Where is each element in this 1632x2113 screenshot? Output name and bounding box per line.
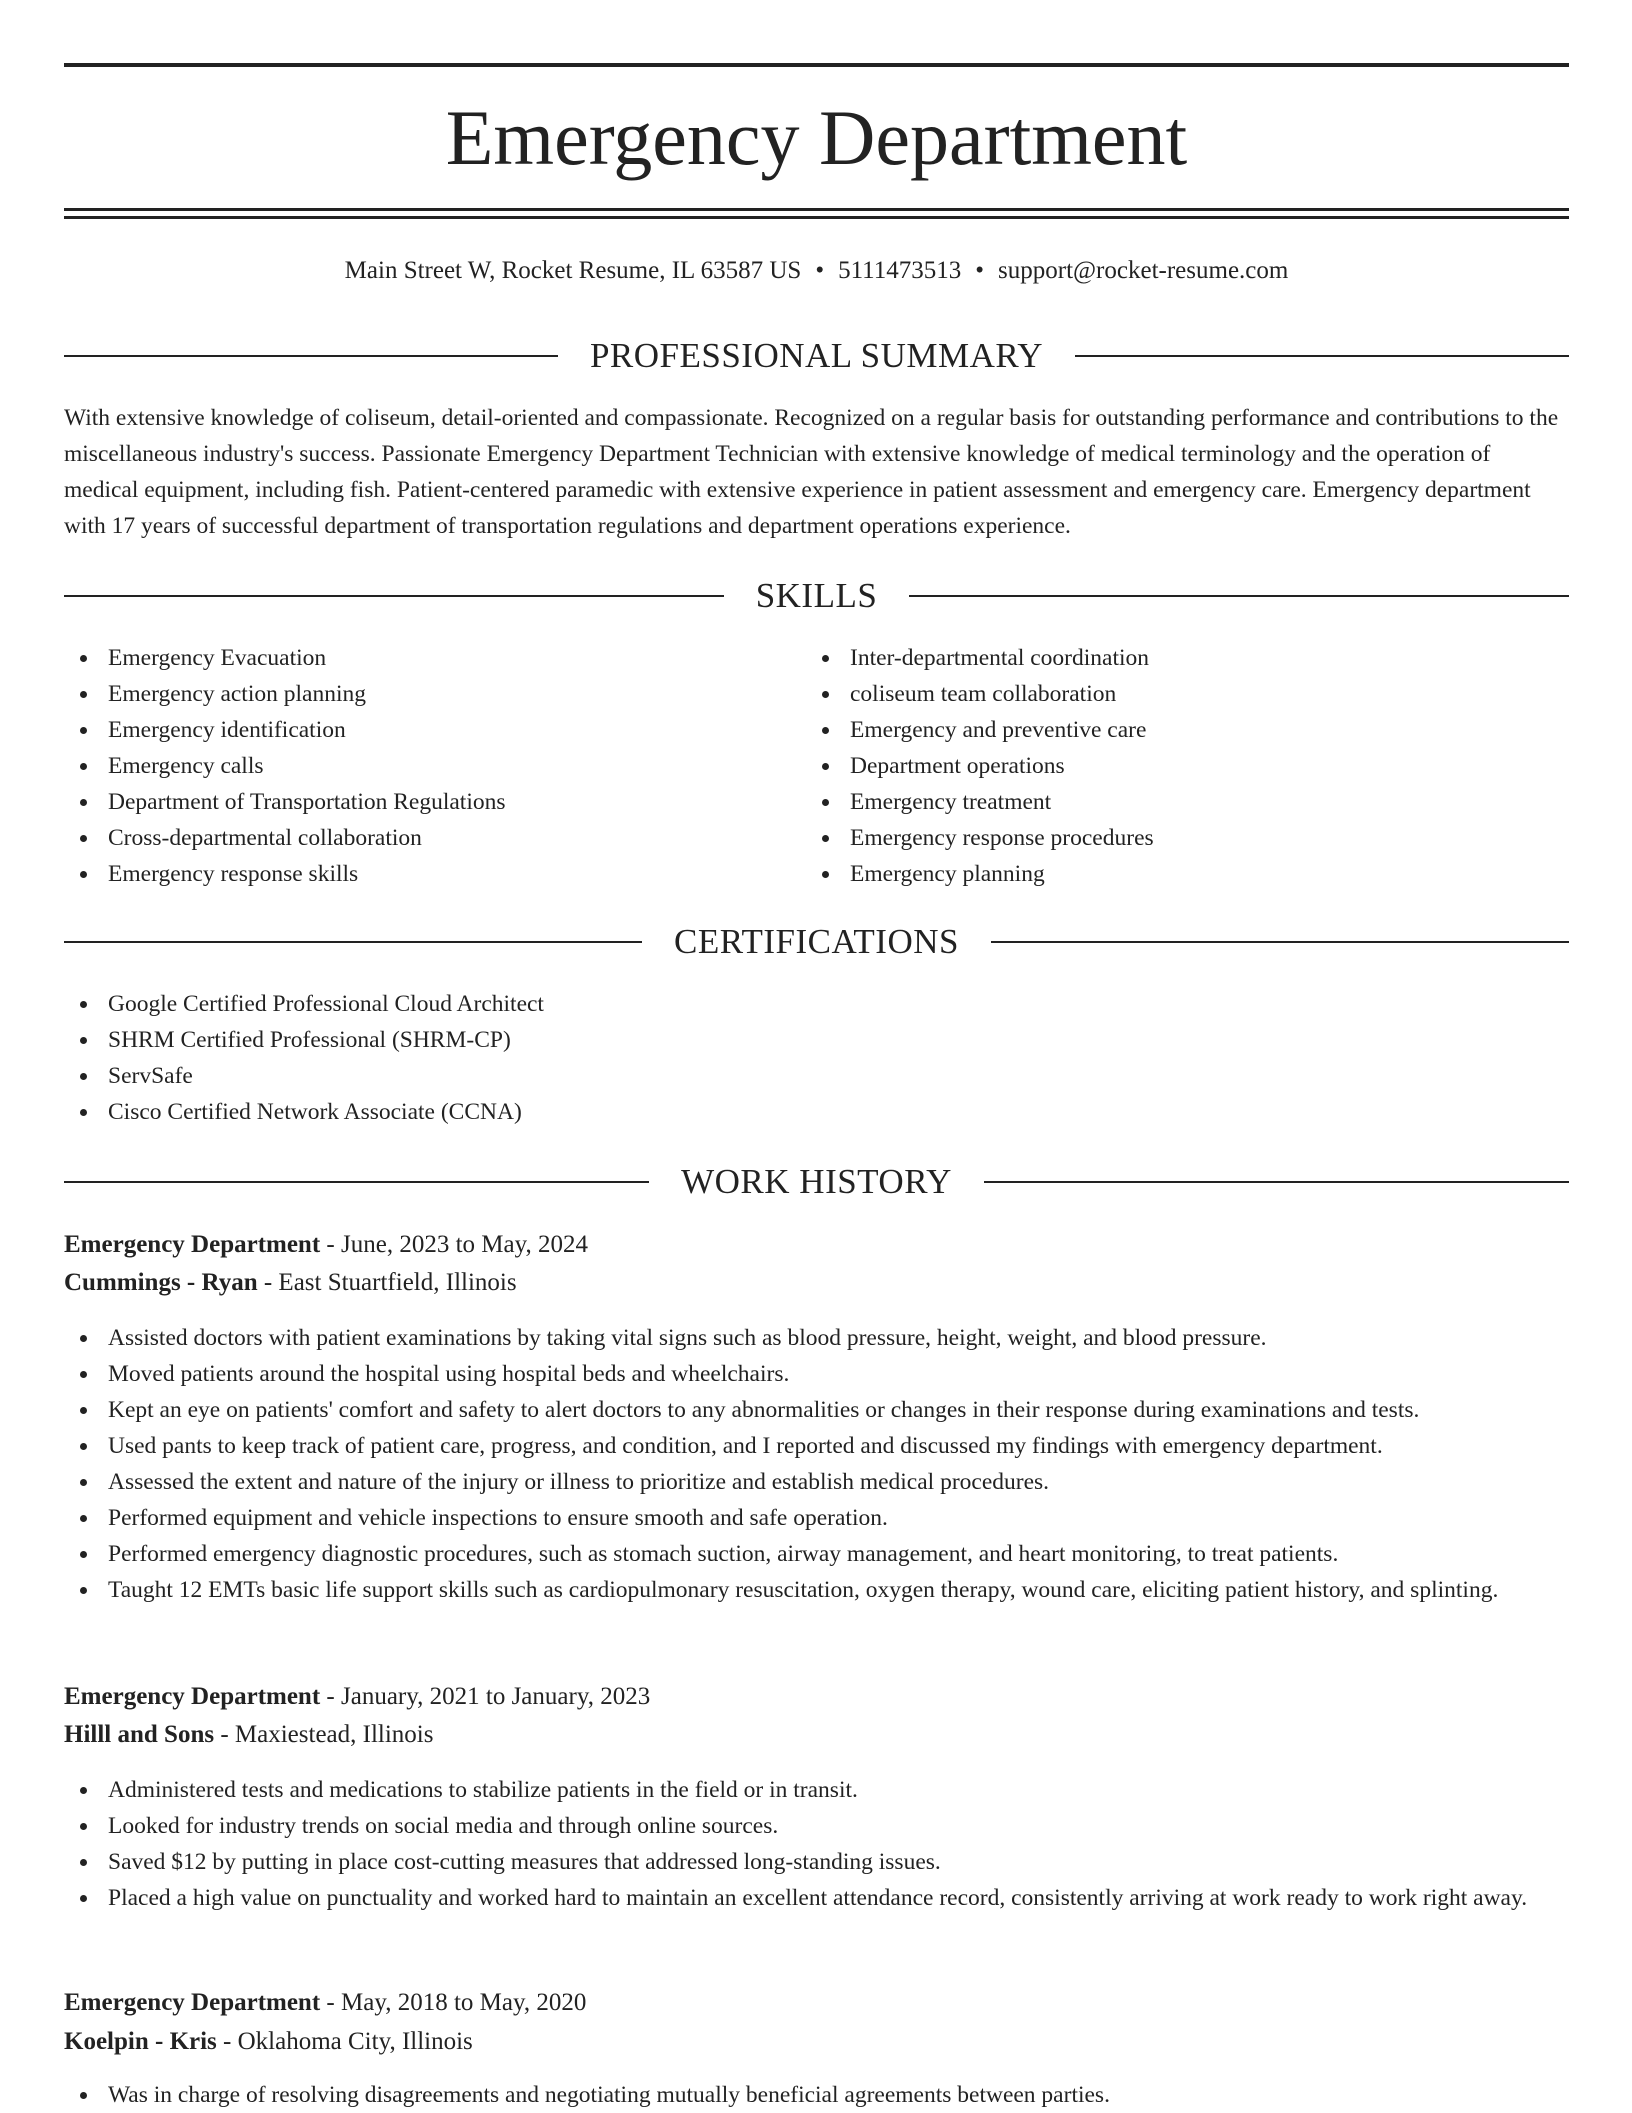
job-dates: - January, 2021 to January, 2023 [320, 1683, 651, 1710]
skill-item: Cross-departmental collaboration [64, 820, 804, 856]
skills-list-right [806, 640, 1566, 892]
skill-item: Emergency response procedures [806, 820, 1566, 856]
job-bullet: Performed emergency diagnostic procedures, such as stomach suction, airway management, and heart monitoring, to treat patients. [64, 1536, 1569, 1572]
job-bullet: Kept an eye on patients' comfort and safety to alert doctors to any abnormalities or changes in their response during examinations and tests. [64, 1392, 1569, 1428]
contact-separator: • [975, 257, 985, 284]
job-employer: Koelpin - Kris [64, 2028, 217, 2055]
skills-heading [64, 574, 1569, 618]
job-title: Emergency Department [64, 1231, 321, 1258]
skill-item: Emergency action planning [64, 676, 804, 712]
heading-rule-right [909, 595, 1569, 597]
work-history-title: WORK HISTORY [681, 1162, 952, 1201]
job-bullet: Performed equipment and vehicle inspections to ensure smooth and safe operation. [64, 1500, 1569, 1536]
job-location: - Oklahoma City, Illinois [216, 2028, 473, 2055]
job-bullets [64, 2077, 1569, 2113]
job-location: - East Stuartfield, Illinois [257, 1269, 517, 1296]
skill-item: Emergency Evacuation [64, 640, 804, 676]
skill-item: Inter-departmental coordination [806, 640, 1566, 676]
contact-address: Main Street W, Rocket Resume, IL 63587 US [344, 257, 802, 284]
job-location: - Maxiestead, Illinois [214, 1721, 434, 1748]
job-bullet: Used pants to keep track of patient care, progress, and condition, and I reported and discussed my findings with emergency department. [64, 1428, 1569, 1464]
skill-item: Department of Transportation Regulations [64, 784, 804, 820]
skill-item: Emergency and preventive care [806, 712, 1566, 748]
skill-item: Emergency calls [64, 748, 804, 784]
job-employer-line [64, 1265, 1569, 1301]
job-bullet: Assessed the extent and nature of the injury or illness to prioritize and establish medical procedures. [64, 1464, 1569, 1500]
job-employer: Cummings - Ryan [64, 1269, 258, 1296]
heading-rule-right [991, 941, 1569, 943]
candidate-name: Emergency Department [445, 94, 1188, 181]
header-double-rule [64, 208, 1569, 219]
skill-item: Department operations [806, 748, 1566, 784]
certifications-list [64, 986, 1569, 1130]
certification-item: ServSafe [64, 1058, 1569, 1094]
contact-email: support@rocket-resume.com [998, 257, 1289, 284]
job-bullet: Looked for industry trends on social media and through online sources. [64, 1808, 1569, 1844]
job-bullet: Taught 12 EMTs basic life support skills such as cardiopulmonary resuscitation, oxygen therapy, wound care, eliciting patient history, and splinting. [64, 1572, 1569, 1608]
heading-rule-left [64, 941, 642, 943]
job-bullet: Placed a high value on punctuality and worked hard to maintain an excellent attendance record, consistently arriving at work ready to work right away. [64, 1880, 1569, 1916]
contact-separator: • [815, 257, 825, 284]
job-title: Emergency Department [64, 1989, 321, 2016]
certifications-title: CERTIFICATIONS [674, 922, 959, 961]
job-bullet: Was in charge of resolving disagreements and negotiating mutually beneficial agreements between parties. [64, 2077, 1569, 2113]
job-dates: - May, 2018 to May, 2020 [320, 1989, 587, 2016]
skill-item: Emergency treatment [806, 784, 1566, 820]
job-title-line [64, 1227, 1569, 1263]
skill-item: Emergency identification [64, 712, 804, 748]
heading-rule-right [1075, 355, 1569, 357]
summary-heading [64, 334, 1569, 378]
contact-phone: 5111473513 [838, 257, 962, 284]
skill-item: Emergency planning [806, 856, 1566, 892]
header-top-rule [64, 63, 1569, 67]
certification-item: Cisco Certified Network Associate (CCNA) [64, 1094, 1569, 1130]
work-history-heading [64, 1160, 1569, 1204]
certification-item: SHRM Certified Professional (SHRM-CP) [64, 1022, 1569, 1058]
job-bullet: Moved patients around the hospital using hospital beds and wheelchairs. [64, 1356, 1569, 1392]
job-employer-line [64, 1717, 1569, 1753]
heading-rule-right [984, 1181, 1569, 1183]
job-employer: Hilll and Sons [64, 1721, 215, 1748]
job-title-line [64, 1985, 1569, 2021]
skills-title: SKILLS [755, 576, 878, 615]
skill-item: coliseum team collaboration [806, 676, 1566, 712]
job-bullets [64, 1772, 1569, 1916]
job-bullet: Saved $12 by putting in place cost-cutting measures that addressed long-standing issues. [64, 1844, 1569, 1880]
skills-list-left [64, 640, 804, 892]
summary-text: With extensive knowledge of coliseum, detail-oriented and compassionate. Recognized on a regular basis for outstanding performance and contributions to the miscellaneous industry's success. Passionate Emergency Department Technician with extensive knowledge of medical terminology and the operation of medical equipment, including fish. Patient-centered paramedic with extensive experience in patient assessment and emergency care. Emergency department with 17 years of successful department of transportation regulations and department operations experience. [64, 405, 1559, 539]
job-title-line [64, 1679, 1569, 1715]
job-bullet: Administered tests and medications to stabilize patients in the field or in transit. [64, 1772, 1569, 1808]
contact-line [64, 253, 1569, 289]
certifications-heading [64, 920, 1569, 964]
job-bullet: Assisted doctors with patient examinations by taking vital signs such as blood pressure, height, weight, and blood pressure. [64, 1320, 1569, 1356]
job-bullets [64, 1320, 1569, 1608]
job-title: Emergency Department [64, 1683, 321, 1710]
heading-rule-left [64, 355, 558, 357]
certification-item: Google Certified Professional Cloud Architect [64, 986, 1569, 1022]
heading-rule-left [64, 595, 724, 597]
job-dates: - June, 2023 to May, 2024 [320, 1231, 588, 1258]
skill-item: Emergency response skills [64, 856, 804, 892]
heading-rule-left [64, 1181, 649, 1183]
summary-title: PROFESSIONAL SUMMARY [589, 336, 1044, 375]
job-employer-line [64, 2024, 1569, 2060]
